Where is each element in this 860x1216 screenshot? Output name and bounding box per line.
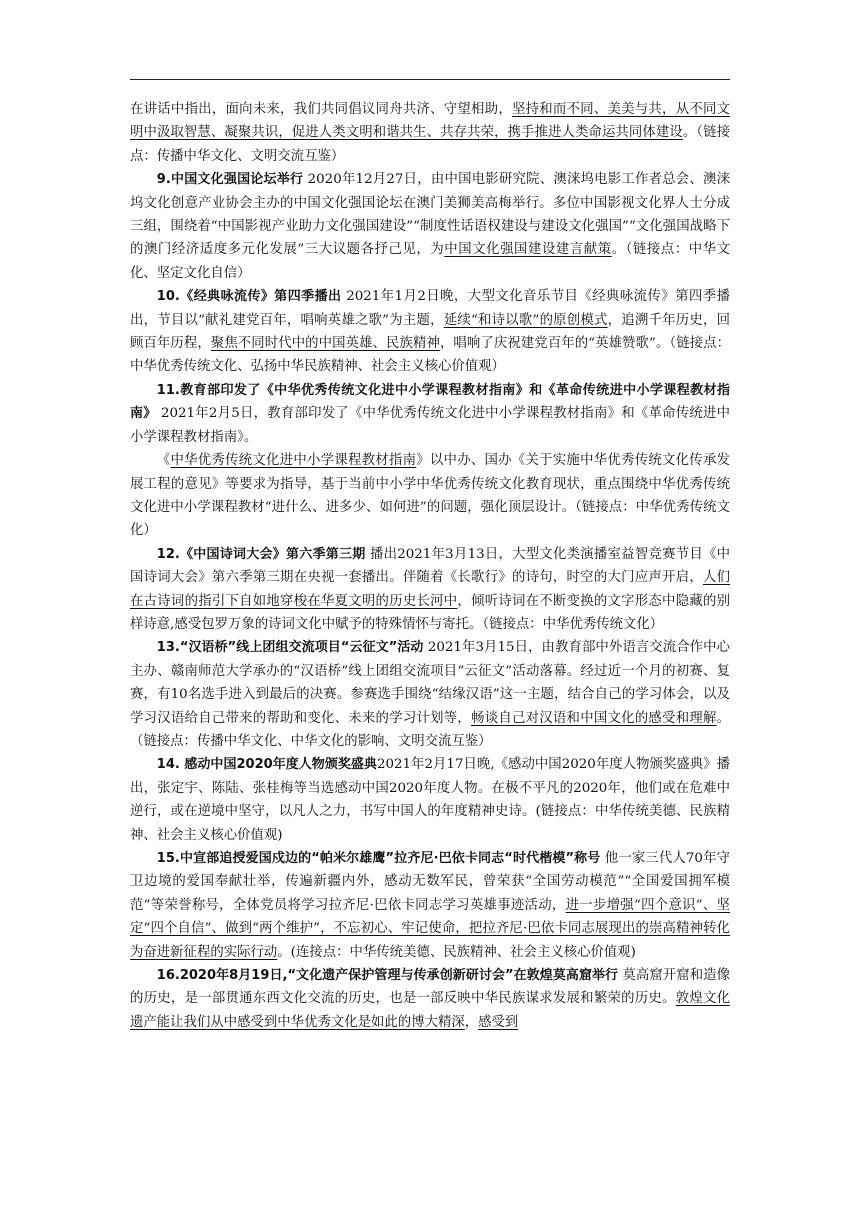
underlined-text: 畅谈自己对汉语和中国文化的感受和理解 xyxy=(471,710,717,726)
item-heading: 15.中宣部追授爱国戍边的“帕米尔雄鹰”拉齐尼·巴依卡同志“时代楷模”称号 xyxy=(156,851,601,866)
item-heading: 11.教育部印发了《中华优秀传统文化进中小学课程教材指南》和《革命传统进中小学课程教材指南》 xyxy=(130,382,730,422)
header-rule xyxy=(130,79,730,80)
text-run: 播出2021年3月13日，大型文化类演播室益智竞赛节目《中国诗词大会》第六季第三期在央视一套播出。伴随着《长歌行》的诗句，时空的大门应声开启， xyxy=(130,546,730,586)
text-run: ，唱响了庆祝建党百年的“英雄赞歌”。（链接点：中华优秀传统文化、弘扬中华民族精神、社会主义核心价值观） xyxy=(130,336,731,375)
paragraph xyxy=(130,753,730,847)
text-run: 。（链接点：传播中华文化、文明交流互鉴） xyxy=(130,125,730,164)
text-run: 他一家三代人70年守卫边境的爱国奉献壮举，传遍新疆内外，感动无数军民，曾荣获“全国劳动模范”“全国爱国拥军模范”等荣誉称号，全体党员将学习拉齐尼·巴依卡同志学习英雄事迹活动， xyxy=(130,851,730,913)
underlined-text: 坚持和而不同、美美与共，从不同文明中汲取智慧、凝聚共识，促进人类文明和谐共生、共存共荣，携手推进人类命运共同体建设 xyxy=(130,102,731,141)
text-run: 《 xyxy=(156,453,171,469)
text-run: 。(连接点：中华传统美德、民族精神、社会主义核心价值观) xyxy=(277,944,636,960)
underlined-text: 聚焦不同时代中的中国英雄、民族精神 xyxy=(210,336,440,352)
underlined-text: 人们在古诗词的指引下自如地穿梭在华夏文明的历史长河中 xyxy=(130,570,731,609)
text-run: 在讲话中指出，面向未来，我们共同倡议同舟共济、守望相助， xyxy=(130,102,512,117)
text-run: ，倾听诗词在不断变换的文字形态中隐藏的别样诗意,感受包罗万象的诗词文化中赋予的特殊情怀与寄托。（链接点：中华优秀传统文化） xyxy=(130,593,731,632)
underlined-text: 敦煌文化遗产能让我们从中感受到中华优秀文化是如此的博大精深 xyxy=(130,991,731,1030)
text-run: 2021年2月5日，教育部印发了《中华优秀传统文化进中小学课程教材指南》和《革命传统进中小学课程教材指南》。 xyxy=(130,406,730,445)
text-run: 。（链接点：传播中华文化、中华文化的影响、文明交流互鉴） xyxy=(130,710,731,749)
text-run: 2021年3月15日，由教育部中外语言交流合作中心主办、赣南师范大学承办的“汉语桥”线上团组交流项目“云征文”活动落幕。经过近一个月的初赛、复赛，有10名选手进入到最后的决赛。参赛选手围绕“结缘汉语”这一主题，结合自己的学习体会，以及学习汉语给自己带来的帮助和变化、未来的学习计划等， xyxy=(130,640,730,726)
text-run: 2020年12月27日，由中国电影研究院、澳涞坞电影工作者总会、澳涞坞文化创意产业协会主办的中国文化强国论坛在澳门美狮美高梅举行。多位中国影视文化界人士分成三组，围绕着“中国影视产业助力文化强国建设”“制度性话语权建设与建设文化强国”“文化强国战略下的澳门经济适度多元化发展”三大议题各抒己见，为 xyxy=(130,172,731,258)
text-run: 》以中办、国办《关于实施中华优秀传统文化传承发展工程的意见》等要求为指导，基于当前中小学中华优秀传统文化教育现状，重点围绕中华优秀传统文化进中小学课程教材“进什么、进多少、如何进”的问题，强化顶层设计。（链接点：中华优秀传统文化） xyxy=(130,453,731,539)
paragraph xyxy=(130,379,730,449)
text-run: 。（链接点：中华文化、坚定文化自信） xyxy=(130,242,730,281)
text-run: 莫高窟开窟和造像的历史，是一部贯通东西文化交流的历史，也是一部反映中华民族谋求发展和繁荣的历史。 xyxy=(130,968,730,1007)
item-heading: 14. 感动中国2020年度人物颁奖盛典 xyxy=(156,757,377,773)
underlined-text: 进一步增强“四个意识”、坚定“四个自信”、做到“两个维护”，不忘初心、牢记使命，把拉齐尼·巴依卡同志展现出的崇高精神转化为奋进新征程的实际行动 xyxy=(130,897,730,960)
item-heading: 12.《中国诗词大会》第六季第三期 xyxy=(156,546,366,562)
item-heading: 13.“汉语桥”线上团组交流项目“云征文”活动 xyxy=(156,640,424,656)
paragraph xyxy=(130,543,730,637)
text-run: ， xyxy=(464,1014,479,1030)
paragraph xyxy=(130,847,730,964)
item-heading: 10.《经典咏流传》第四季播出 xyxy=(156,289,342,305)
item-heading: 9.中国文化强国论坛举行 xyxy=(156,172,304,188)
paragraph xyxy=(130,98,730,168)
document-body xyxy=(130,98,730,1034)
underlined-text: 中华优秀传统文化进中小学课程教材指南 xyxy=(170,453,417,469)
underlined-text: 感受到 xyxy=(478,1014,519,1030)
underlined-text: 延续“和诗以歌”的原创模式 xyxy=(443,312,608,328)
paragraph xyxy=(130,636,730,753)
text-run: ，追溯千年历史，回顾百年历程， xyxy=(130,312,730,352)
underlined-text: 中国文化强国建设建言献策 xyxy=(444,242,612,258)
paragraph xyxy=(130,168,730,285)
item-heading: 16.2020年8月19日,“文化遗产保护管理与传承创新研讨会”在敦煌莫高窟举行 xyxy=(156,968,619,984)
paragraph xyxy=(130,449,730,543)
paragraph xyxy=(130,964,730,1034)
text-run: 2021年1月2日晚，大型文化音乐节目《经典咏流传》第四季播出，节目以“献礼建党百年，唱响英雄之歌”为主题， xyxy=(130,289,731,328)
text-run: 2021年2月17日晚,《感动中国2020年度人物颁奖盛典》播出，张定宇、陈陆、张桂梅等当选感动中国2020年度人物。在极不平凡的2020年，他们或在危难中逆行，或在逆境中坚守，以凡人之力，书写中国人的年度精神史诗。(链接点：中华传统美德、民族精神、社会主义核心价值观) xyxy=(130,757,730,843)
paragraph xyxy=(130,285,730,379)
